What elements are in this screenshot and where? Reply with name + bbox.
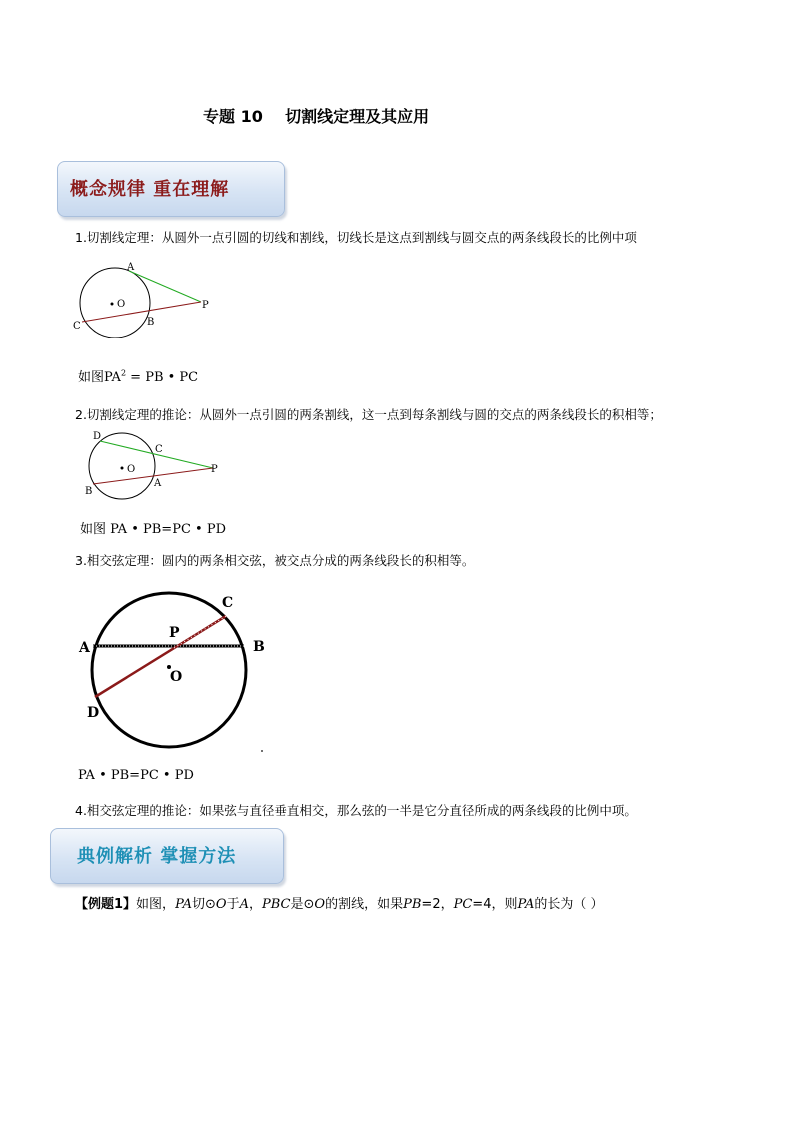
label-c: C: [73, 321, 81, 332]
theorem-4-text: 4.相交弦定理的推论：如果弦与直径垂直相交，那么弦的一半是它分直径所成的两条线段的比例中项。: [75, 803, 637, 818]
text: 是⊙: [290, 897, 315, 912]
circle: [80, 268, 150, 338]
label-o: O: [127, 464, 136, 475]
center-dot: [121, 467, 124, 470]
formula-suffix: = PB • PC: [126, 370, 199, 385]
theorem-3-text: 3.相交弦定理：圆内的两条相交弦，被交点分成的两条线段长的积相等。: [75, 553, 475, 568]
label-b: B: [253, 639, 265, 655]
section-banner-concepts: [57, 161, 285, 217]
text: 切⊙: [192, 897, 216, 912]
theorem-3-formula: PA • PB=PC • PD: [78, 768, 194, 783]
text: 如图，: [136, 897, 176, 912]
secant-line: [82, 302, 201, 322]
var: PB: [403, 897, 422, 912]
section-banner-examples: [50, 828, 284, 884]
label-a: A: [154, 478, 162, 489]
text: =4，则: [472, 897, 518, 912]
formula-prefix: 如图PA: [78, 370, 121, 385]
label-b: B: [85, 486, 93, 497]
theorem-1-text: 1.切割线定理：从圆外一点引圆的切线和割线，切线长是这点到割线与圆交点的两条线段长的比例中项: [75, 230, 637, 245]
text: =2，: [421, 897, 454, 912]
tangent-line: [129, 271, 201, 302]
label-a: A: [127, 262, 135, 273]
figure-2-two-secants: [80, 428, 230, 500]
var: PA: [175, 897, 193, 912]
label-p: P: [169, 625, 180, 641]
var: PA: [517, 897, 535, 912]
figure-1-tangent-secant: [70, 258, 220, 338]
center-dot: [111, 303, 114, 306]
secant-line-lower: [93, 468, 213, 484]
circle: [89, 433, 155, 499]
text: ，: [249, 897, 263, 912]
var: PC: [453, 897, 473, 912]
text: 的割线，如果: [325, 897, 404, 912]
var: PBC: [262, 897, 291, 912]
text: 的长为（ ）: [534, 897, 604, 912]
example-1-question: [75, 893, 604, 912]
label-d: D: [93, 431, 102, 442]
page-title: 专题 10 切割线定理及其应用: [203, 107, 430, 126]
stray-dot: [261, 750, 263, 752]
example-label: 【例题1】: [75, 897, 137, 912]
chord-cd: [95, 616, 226, 697]
label-c: C: [222, 595, 234, 611]
var: O: [215, 897, 227, 912]
section-heading: 典例解析 掌握方法: [77, 846, 237, 867]
label-d: D: [87, 705, 100, 721]
text: 于: [226, 897, 240, 912]
label-o: O: [170, 669, 183, 685]
label-a: A: [79, 640, 90, 656]
figure-3-intersecting-chords: [74, 580, 274, 760]
label-b: B: [147, 317, 155, 328]
var: O: [314, 897, 326, 912]
var: A: [239, 897, 249, 912]
label-o: O: [117, 299, 126, 310]
label-c: C: [155, 444, 163, 455]
label-p: P: [211, 464, 218, 475]
circle: [92, 593, 246, 747]
label-p: P: [202, 300, 209, 311]
theorem-2-formula: 如图 PA • PB=PC • PD: [80, 522, 226, 537]
theorem-2-text: 2.切割线定理的推论：从圆外一点引圆的两条割线，这一点到每条割线与圆的交点的两条线段长的积相等；: [75, 407, 662, 422]
theorem-1-formula: [78, 366, 198, 385]
section-heading: 概念规律 重在理解: [70, 179, 230, 200]
formula-exponent: 2: [120, 368, 127, 378]
